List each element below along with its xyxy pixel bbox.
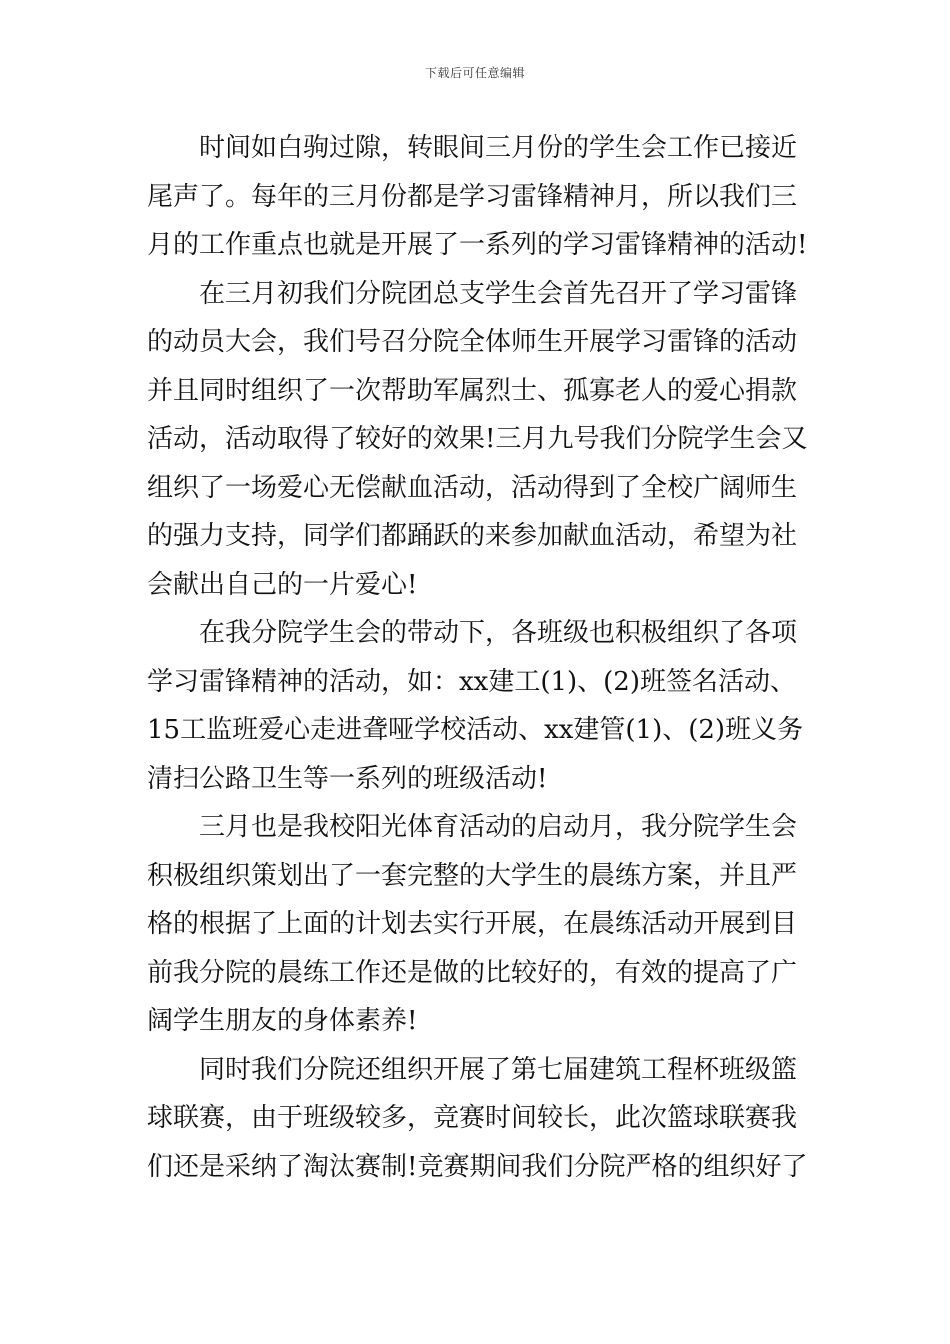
text-line: 组织了一场爱心无偿献血活动，活动得到了全校广阔师生 bbox=[147, 472, 798, 503]
text-line: 时间如白驹过隙，转眼间三月份的学生会工作已接近 bbox=[199, 133, 798, 163]
text-line: 学习雷锋精神的活动，如：xx建工(1)、(2)班签名活动、 bbox=[147, 666, 796, 697]
text-line: 前我分院的晨练工作还是做的比较好的，有效的提高了广 bbox=[147, 957, 798, 988]
text-line: 们还是采纳了淘汰赛制!竞赛期间我们分院严格的组织好了 bbox=[147, 1151, 808, 1182]
text-line: 活动，活动取得了较好的效果!三月九号我们分院学生会又 bbox=[147, 424, 808, 454]
text-line: 会献出自己的一片爱心! bbox=[147, 569, 418, 600]
text-line: 15工监班爱心走进聋哑学校活动、xx建管(1)、(2)班义务 bbox=[147, 715, 804, 745]
text-line: 阔学生朋友的身体素养! bbox=[147, 1006, 418, 1036]
text-line: 尾声了。每年的三月份都是学习雷锋精神月，所以我们三 bbox=[147, 181, 798, 212]
text-line: 格的根据了上面的计划去实行开展，在晨练活动开展到目 bbox=[147, 909, 798, 939]
text-line: 在我分院学生会的带动下，各班级也积极组织了各项 bbox=[199, 618, 798, 648]
paragraph-5 bbox=[147, 1046, 807, 1192]
text-line: 月的工作重点也就是开展了一系列的学习雷锋精神的活动! bbox=[147, 230, 808, 260]
text-line: 球联赛，由于班级较多，竞赛时间较长，此次篮球联赛我 bbox=[147, 1103, 798, 1133]
text-line: 并且同时组织了一次帮助军属烈士、孤寡老人的爱心捐款 bbox=[147, 375, 798, 406]
text-line: 的强力支持，同学们都踊跃的来参加献血活动，希望为社 bbox=[147, 521, 798, 551]
text-line: 同时我们分院还组织开展了第七届建筑工程杯班级篮 bbox=[199, 1054, 798, 1085]
paragraph-4 bbox=[147, 803, 807, 1046]
text-line: 清扫公路卫生等一系列的班级活动! bbox=[147, 763, 548, 794]
page-header: 下载后可任意编辑 bbox=[424, 66, 525, 80]
paragraph-2 bbox=[147, 270, 807, 610]
text-line: 积极组织策划出了一套完整的大学生的晨练方案，并且严 bbox=[147, 860, 798, 891]
paragraph-1 bbox=[147, 124, 807, 270]
document-body bbox=[147, 124, 807, 1191]
text-line: 三月也是我校阳光体育活动的启动月，我分院学生会 bbox=[199, 812, 798, 842]
text-line: 的动员大会，我们号召分院全体师生开展学习雷锋的活动 bbox=[147, 327, 798, 357]
paragraph-3 bbox=[147, 609, 807, 803]
text-line: 在三月初我们分院团总支学生会首先召开了学习雷锋 bbox=[199, 278, 798, 309]
